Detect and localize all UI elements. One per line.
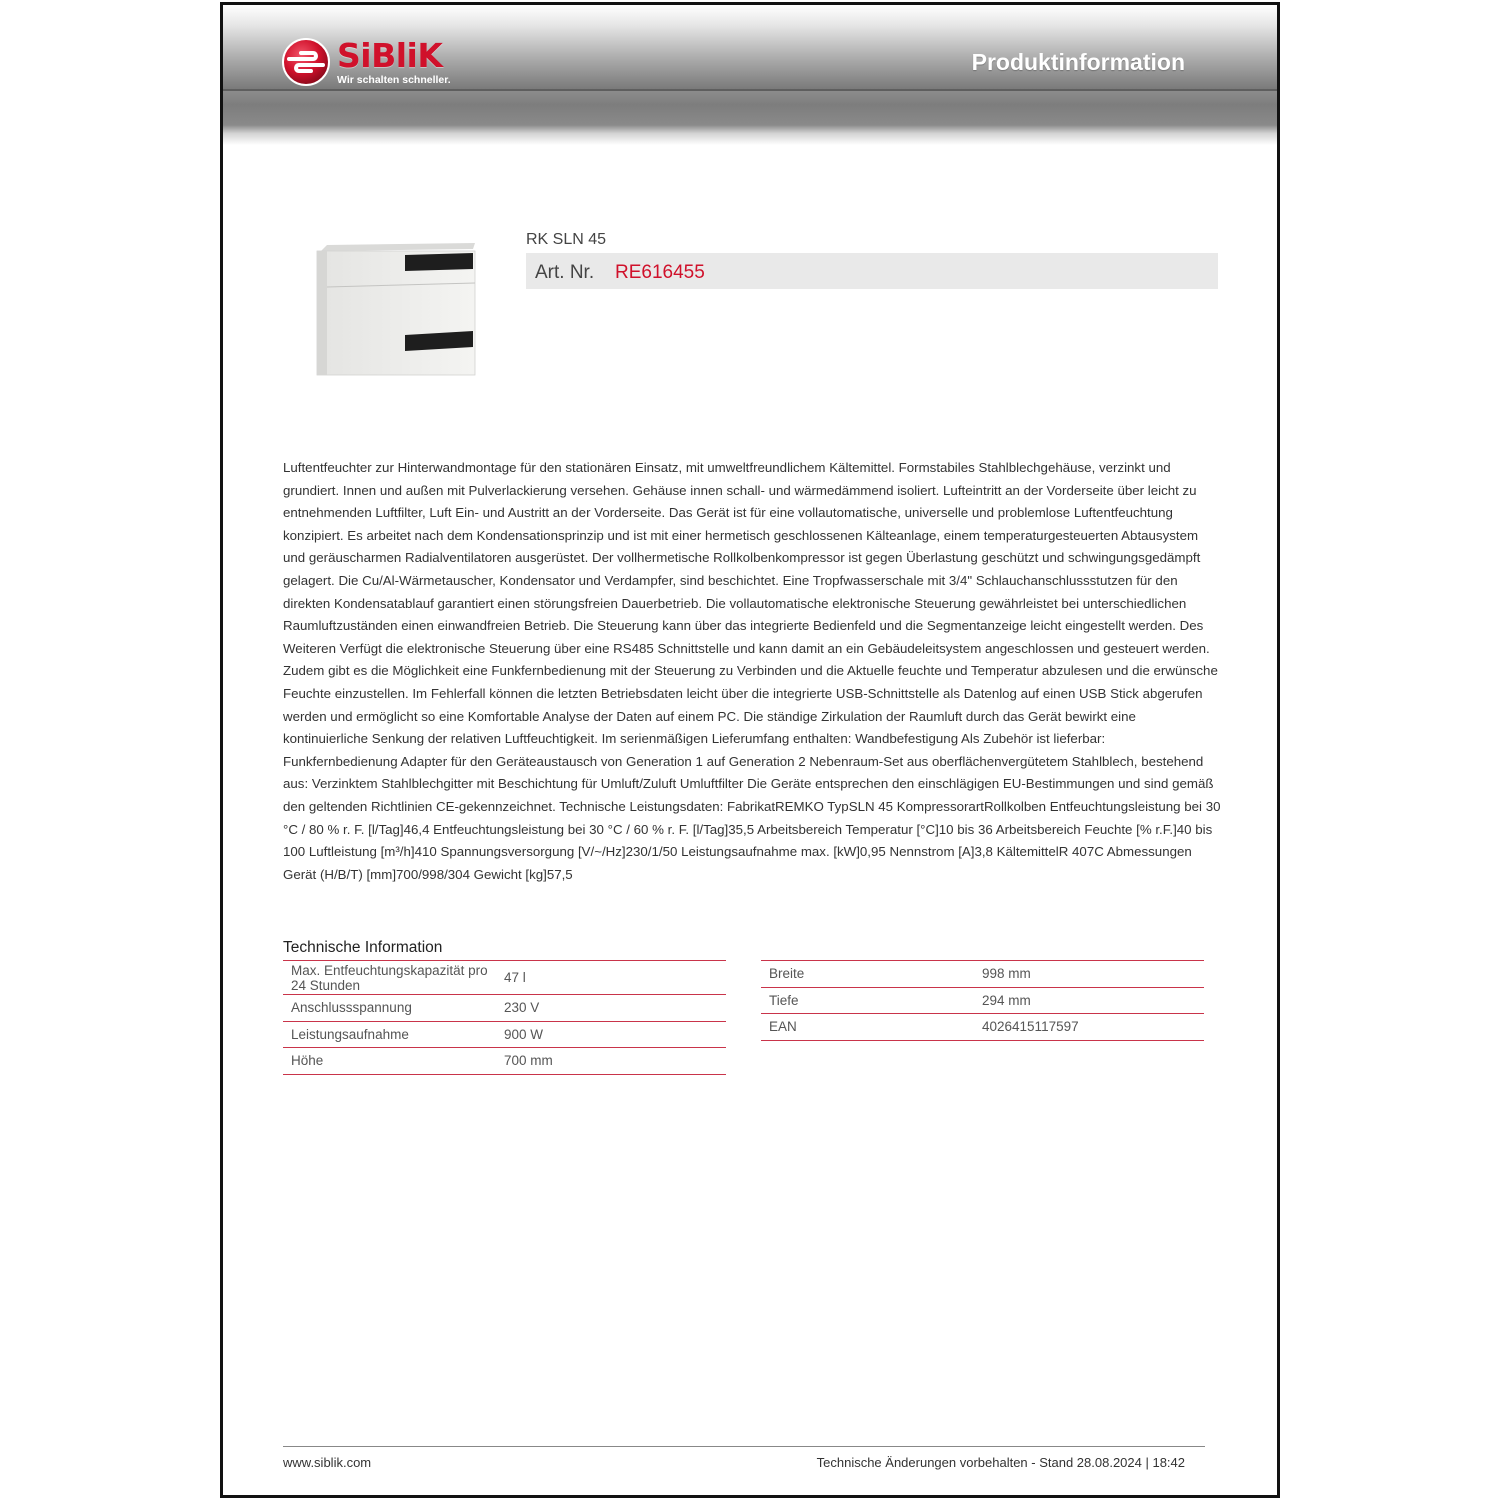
footer-divider xyxy=(283,1446,1205,1447)
spec-value: 230 V xyxy=(496,995,726,1022)
spec-value: 900 W xyxy=(496,1021,726,1048)
logo-tagline: Wir schalten schneller. xyxy=(337,74,451,86)
spec-row xyxy=(283,961,726,995)
product-image xyxy=(313,241,477,379)
spec-row xyxy=(283,995,726,1022)
article-number-bar xyxy=(526,253,1218,289)
spec-value: 294 mm xyxy=(974,987,1204,1014)
article-number-value: RE616455 xyxy=(615,262,705,283)
spec-value: 47 l xyxy=(496,961,726,995)
page-title: Produktinformation xyxy=(971,49,1185,75)
spec-key: EAN xyxy=(761,1014,974,1041)
spec-key: Breite xyxy=(761,961,974,988)
footer-website-link[interactable]: www.siblik.com xyxy=(283,1455,372,1470)
product-name: RK SLN 45 xyxy=(526,231,607,248)
spec-table-right xyxy=(761,960,1204,1041)
spec-value: 998 mm xyxy=(974,961,1204,988)
article-number-label: Art. Nr. xyxy=(535,262,595,283)
product-description: Luftentfeuchter zur Hinterwandmontage für den stationären Einsatz, mit umweltfreundlichem Kältemittel. Formstabiles Stahlblechgehäuse, verzinkt und grundiert. Innen und außen mit Pulverlackierung versehen. Gehäuse innen schall- und wärmedämmend isoliert. Lufteintritt an der Vorderseite über leicht zu entnehmenden Luftfilter, Luft Ein- und Austritt an der Vorderseite. Das Gerät ist für eine vollautomatische, universelle und problemlose Luftentfeuchtung konzipiert. Es arbeitet nach dem Kondensationsprinzip und ist mit einer hermetisch geschlossenen Kälteanlage, einem temperaturgesteuerten Abtausystem und geräuscharmen Radialventilatoren ausgerüstet. Der vollhermetische Rollkolbenkompressor ist gegen Überlastung geschützt und schwingungsgedämpft gelagert. Die Cu/Al-Wärmetauscher, Kondensator und Verdampfer, sind beschichtet. Eine Tropfwasserschale mit 3/4" Schlauchanschlussstutzen für den direkten Kondensatablauf garantiert einen störungsfreien Dauerbetrieb. Die vollautomatische elektronische Steuerung gewährleistet bei unterschiedlichen Raumluftzuständen einen einwandfreien Betrieb. Die Steuerung kann über das integrierte Bedienfeld und die Segmentanzeige leicht eingestellt werden. Des Weiteren Verfügt die elektronische Steuerung über eine RS485 Schnittstelle und kann damit an ein Gebäudeleitsystem angeschlossen und gesteuert werden. Zudem gibt es die Möglichkeit eine Funkfernbedienung mit der Steuerung zu Verbinden und die Aktuelle feuchte und Temperatur abzulesen und die erwünsche Feuchte einzustellen. Im Fehlerfall können die letzten Betriebsdaten leicht über die integrierte USB-Schnittstelle als Datenlog auf einen USB Stick abgerufen werden und ermöglicht so eine Komfortable Analyse der Daten auf einem PC. Die ständige Zirkulation der Raumluft durch das Gerät bewirkt eine kontinuierliche Senkung der relativen Luftfeuchtigkeit. Im serienmäßigen Lieferumfang enthalten: Wandbefestigung Als Zubehör ist lieferbar: Funkfernbedienung Adapter für den Geräteaustausch von Generation 1 auf Generation 2 Nebenraum-Set aus oberflächenvergütetem Stahlblech, bestehend aus: Verzinktem Stahlblechgitter mit Beschichtung für Umluft/Zuluft Umluftfilter Die Geräte entsprechen den einschlägigen EU-Bestimmungen und sind gemäß den geltenden Richtlinien CE-gekennzeichnet. Technische Leistungsdaten: FabrikatREMKO TypSLN 45 KompressorartRollkolben Entfeuchtungsleistung bei 30 °C / 80 % r. F. [l/Tag]46,4 Entfeuchtungsleistung bei 30 °C / 60 % r. F. [l/Tag]35,5 Arbeitsbereich Temperatur [°C]10 bis 36 Arbeitsbereich Feuchte [% r.F.]40 bis 100 Luftleistung [m³/h]410 Spannungsversorgung [V/~/Hz]230/1/50 Leistungsaufnahme max. [kW]0,95 Nennstrom [A]3,8 KältemittelR 407C Abmessungen Gerät (H/B/T) [mm]700/998/304 Gewicht [kg]57,5 xyxy=(283,460,1221,882)
siblik-logo-icon xyxy=(281,37,331,87)
spec-table-left xyxy=(283,960,726,1075)
logo-wordmark: SiBliK xyxy=(337,36,443,75)
spec-key: Höhe xyxy=(283,1048,496,1075)
header-divider xyxy=(223,89,1277,91)
spec-key: Anschlussspannung xyxy=(283,995,496,1022)
header-shadow xyxy=(223,133,1277,145)
header-bar xyxy=(223,5,1277,133)
spec-row xyxy=(283,1021,726,1048)
spec-row xyxy=(761,1014,1204,1041)
spec-value: 700 mm xyxy=(496,1048,726,1075)
spec-row xyxy=(283,1048,726,1075)
spec-value: 4026415117597 xyxy=(974,1014,1204,1041)
footer-note: Technische Änderungen vorbehalten - Stand 28.08.2024 | 18:42 xyxy=(816,1455,1185,1470)
tech-info-title: Technische Information xyxy=(283,939,443,956)
spec-key: Tiefe xyxy=(761,987,974,1014)
spec-key: Leistungsaufnahme xyxy=(283,1021,496,1048)
siblik-logo[interactable] xyxy=(281,37,471,89)
product-sheet xyxy=(220,2,1280,1498)
spec-key: Max. Entfeuchtungskapazität pro 24 Stunden xyxy=(283,961,496,995)
spec-row xyxy=(761,987,1204,1014)
spec-row xyxy=(761,961,1204,988)
